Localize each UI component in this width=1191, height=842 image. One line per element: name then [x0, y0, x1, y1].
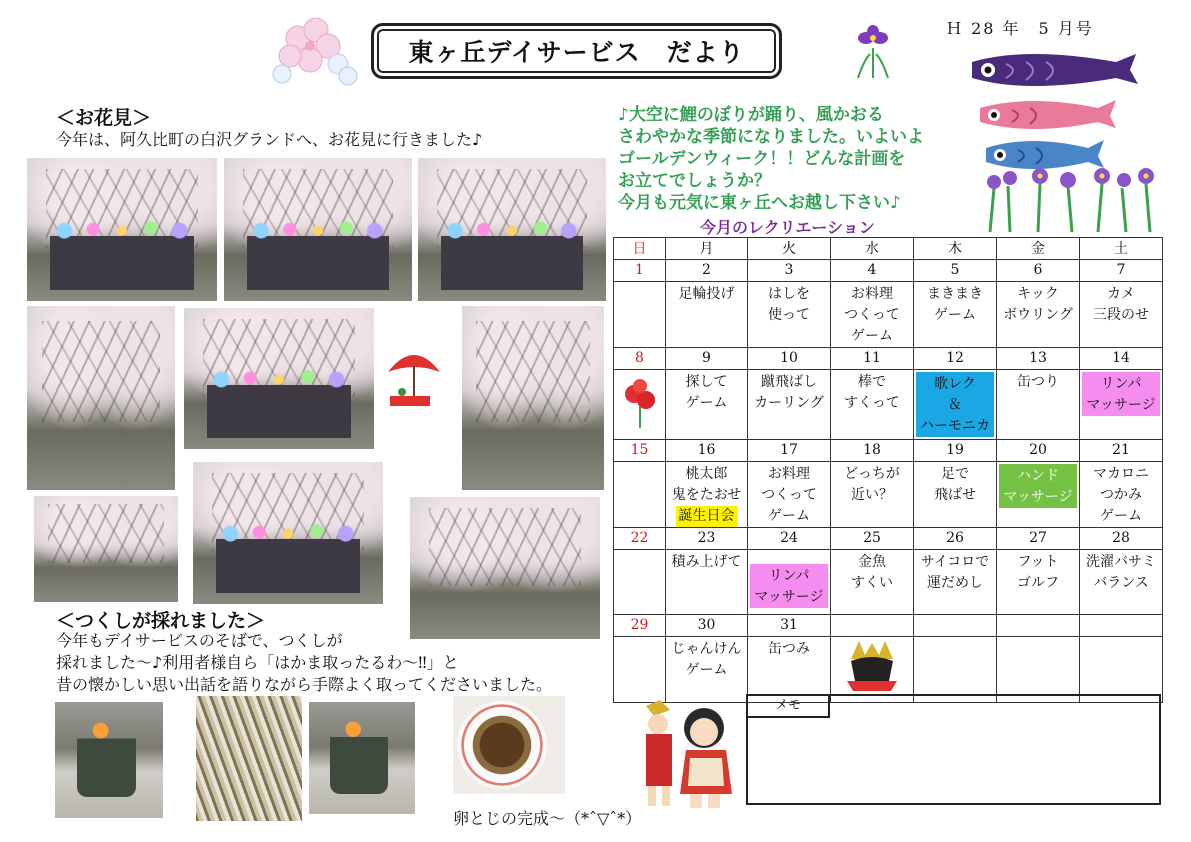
date-cell: 11: [831, 348, 914, 370]
weekday-sun: 日: [614, 238, 666, 260]
date-cell: 16: [666, 440, 748, 462]
activity-text: お料理 つくって ゲーム: [844, 286, 900, 344]
kintaro-doll-icon: [634, 698, 744, 810]
date-cell: 13: [997, 348, 1080, 370]
activity-text: [614, 462, 665, 464]
weekday-fri: 金: [997, 238, 1080, 260]
date-row: [614, 528, 1163, 550]
iris-flower-icon: [848, 24, 898, 78]
weekday-header-row: [614, 238, 1163, 260]
activity-text: 足で 飛ばせ: [934, 466, 976, 503]
activity-text: [614, 550, 665, 552]
date-cell: 28: [1080, 528, 1163, 550]
date-cell: 8: [614, 348, 666, 370]
activity-text: 足輪投げ: [678, 286, 735, 302]
iris-garden-icon: [980, 158, 1160, 232]
carnation-icon: [620, 378, 660, 428]
greeting-line: ♪大空に鯉のぼりが踊り、風かおる: [618, 105, 884, 125]
red-umbrella-icon: [384, 344, 444, 410]
activity-text: [614, 282, 665, 284]
date-cell: 2: [666, 260, 748, 282]
kabuto-helmet-icon: [845, 639, 899, 695]
date-cell: 30: [666, 615, 748, 637]
date-cell: [1080, 615, 1163, 637]
tsukushi-line-2: 採れました～♪利用者様自ら「はかま取ったるわ～‼」と: [56, 653, 459, 672]
activity-text: [997, 637, 1079, 639]
date-cell: 15: [614, 440, 666, 462]
calendar-heading: 今月のレクリエーション: [700, 218, 875, 237]
hanami-photo-8: [193, 462, 383, 604]
tsukushi-dish-photo: [453, 696, 565, 794]
activity-text: [614, 370, 665, 372]
sakura-flower-icon: [268, 16, 364, 90]
activity-cell: [614, 550, 666, 615]
activity-text: サイコロで 運だめし: [920, 554, 990, 591]
activity-cell: [1080, 462, 1163, 528]
activity-cell: [1080, 550, 1163, 615]
date-cell: 14: [1080, 348, 1163, 370]
date-cell: [831, 615, 914, 637]
activity-cell: [914, 282, 997, 348]
hanami-photo-3: [418, 158, 606, 301]
date-cell: 9: [666, 348, 748, 370]
hanami-photo-6: [462, 306, 604, 490]
date-cell: 27: [997, 528, 1080, 550]
date-cell: 3: [748, 260, 831, 282]
date-cell: 31: [748, 615, 831, 637]
greeting-line: 今月も元気に東ヶ丘へお越し下さい♪: [618, 193, 901, 213]
hanami-photo-1: [27, 158, 217, 301]
activity-row: [614, 637, 1163, 703]
tsukushi-line-1: 今年もデイサービスのそばで、つくしが: [56, 631, 343, 650]
activity-text: [914, 637, 996, 639]
date-cell: [914, 615, 997, 637]
date-row: [614, 348, 1163, 370]
date-cell: 22: [614, 528, 666, 550]
activity-cell: [1080, 282, 1163, 348]
activity-text: [614, 637, 665, 639]
date-cell: 18: [831, 440, 914, 462]
weekday-mon: 月: [666, 238, 748, 260]
activity-cell: [748, 282, 831, 348]
date-cell: 17: [748, 440, 831, 462]
activity-row: [614, 462, 1163, 528]
activity-cell: [831, 637, 914, 703]
activity-text: マカロニ つかみ ゲーム: [1093, 466, 1149, 524]
date-cell: 25: [831, 528, 914, 550]
birthday-party-badge: 誕生日会: [676, 506, 738, 527]
activity-text: まきまき ゲーム: [927, 286, 983, 323]
activity-text: [1080, 637, 1162, 639]
activity-text: フット ゴルフ: [1017, 554, 1059, 591]
date-cell: [997, 615, 1080, 637]
activity-cell: [614, 282, 666, 348]
activity-cell: [831, 550, 914, 615]
activity-text: 洗濯バサミ バランス: [1086, 554, 1156, 591]
activity-text: リンパ マッサージ: [1082, 372, 1160, 416]
activity-cell: [614, 637, 666, 703]
weekday-wed: 水: [831, 238, 914, 260]
date-cell: 1: [614, 260, 666, 282]
activity-cell: [666, 370, 748, 440]
activity-cell: [614, 462, 666, 528]
activity-text: じゃんけん ゲーム: [671, 641, 742, 678]
activity-cell: [997, 370, 1080, 440]
date-cell: 23: [666, 528, 748, 550]
activity-cell: [914, 462, 997, 528]
hanami-photo-2: [224, 158, 412, 301]
activity-cell: [666, 282, 748, 348]
activity-cell: [1080, 370, 1163, 440]
activity-text: 探して ゲーム: [685, 374, 728, 411]
date-row: [614, 615, 1163, 637]
activity-text: 積み上げて: [671, 554, 742, 570]
memo-label: メモ: [746, 694, 830, 718]
date-cell: 20: [997, 440, 1080, 462]
date-cell: 7: [1080, 260, 1163, 282]
weekday-sat: 土: [1080, 238, 1163, 260]
issue-date: Ｈ 28 年 5 月号: [946, 19, 1094, 38]
activity-cell: [614, 370, 666, 440]
weekday-thu: 木: [914, 238, 997, 260]
date-cell: 12: [914, 348, 997, 370]
activity-cell: [997, 282, 1080, 348]
date-cell: 24: [748, 528, 831, 550]
activity-text: 金魚 すくい: [851, 554, 893, 591]
activity-cell: [997, 637, 1080, 703]
date-cell: 5: [914, 260, 997, 282]
activity-text: 棒で すくって: [844, 374, 900, 411]
activity-row: [614, 282, 1163, 348]
date-cell: 6: [997, 260, 1080, 282]
greeting-line: お立てでしょうか？: [618, 171, 771, 191]
tsukushi-line-3: 昔の懐かしい思い出話を語りながら手際よく取ってくださいました。: [56, 675, 553, 694]
hanami-photo-7: [34, 496, 178, 602]
recreation-calendar: [613, 237, 1163, 703]
activity-text: ハンド マッサージ: [999, 464, 1077, 508]
activity-text: リンパ マッサージ: [750, 564, 828, 608]
greeting-line: さわやかな季節になりました。いよいよ: [618, 127, 924, 147]
activity-text: お料理 つくって ゲーム: [761, 466, 817, 524]
weekday-tue: 火: [748, 238, 831, 260]
date-row: [614, 260, 1163, 282]
activity-cell: [748, 637, 831, 703]
dish-caption: 卵とじの完成～（*ˆ▽ˆ*）: [453, 809, 642, 828]
tsukushi-photo-2: [196, 696, 302, 821]
hanami-photo-4: [27, 306, 175, 490]
activity-cell: [914, 550, 997, 615]
hanami-heading: ＜お花見＞: [56, 107, 152, 129]
activity-cell: [666, 637, 748, 703]
greeting-line: ゴールデンウィーク！！どんな計画を: [618, 149, 906, 169]
date-cell: 29: [614, 615, 666, 637]
date-row: [614, 440, 1163, 462]
activity-cell: [666, 462, 748, 528]
activity-cell: [914, 370, 997, 440]
activity-cell: [997, 462, 1080, 528]
activity-cell: [831, 462, 914, 528]
date-cell: 26: [914, 528, 997, 550]
hanami-photo-5: [184, 308, 374, 449]
activity-text: 歌レク ＆ ハーモニカ: [916, 372, 994, 437]
activity-text: 缶つみ: [768, 641, 810, 657]
page-title: 東ヶ丘デイサービス だより: [371, 23, 782, 79]
activity-text: どっちが 近い？: [844, 466, 900, 503]
hanami-text: 今年は、阿久比町の白沢グランドへ、お花見に行きました♪: [56, 130, 483, 149]
activity-row: [614, 550, 1163, 615]
date-cell: 21: [1080, 440, 1163, 462]
greeting-message: [618, 104, 968, 214]
activity-cell: [748, 370, 831, 440]
activity-text: 桃太郎 鬼をたおせ: [671, 466, 742, 503]
activity-text: カメ 三段のせ: [1093, 286, 1149, 323]
activity-text: はしを 使って: [768, 286, 810, 323]
activity-cell: [748, 550, 831, 615]
activity-text: キック ボウリング: [1003, 286, 1073, 323]
activity-cell: [1080, 637, 1163, 703]
activity-cell: [997, 550, 1080, 615]
hanami-photo-9: [410, 497, 600, 639]
activity-text: 缶つり: [1017, 374, 1059, 390]
tsukushi-photo-3: [309, 702, 415, 814]
date-cell: 4: [831, 260, 914, 282]
activity-cell: [831, 370, 914, 440]
activity-cell: [914, 637, 997, 703]
date-cell: 10: [748, 348, 831, 370]
activity-text: 蹴飛ばし カーリング: [754, 374, 824, 411]
activity-row: [614, 370, 1163, 440]
activity-cell: [748, 462, 831, 528]
activity-cell: [831, 282, 914, 348]
date-cell: 19: [914, 440, 997, 462]
activity-cell: [666, 550, 748, 615]
tsukushi-heading: ＜つくしが採れました＞: [56, 610, 266, 632]
tsukushi-photo-1: [55, 702, 163, 818]
